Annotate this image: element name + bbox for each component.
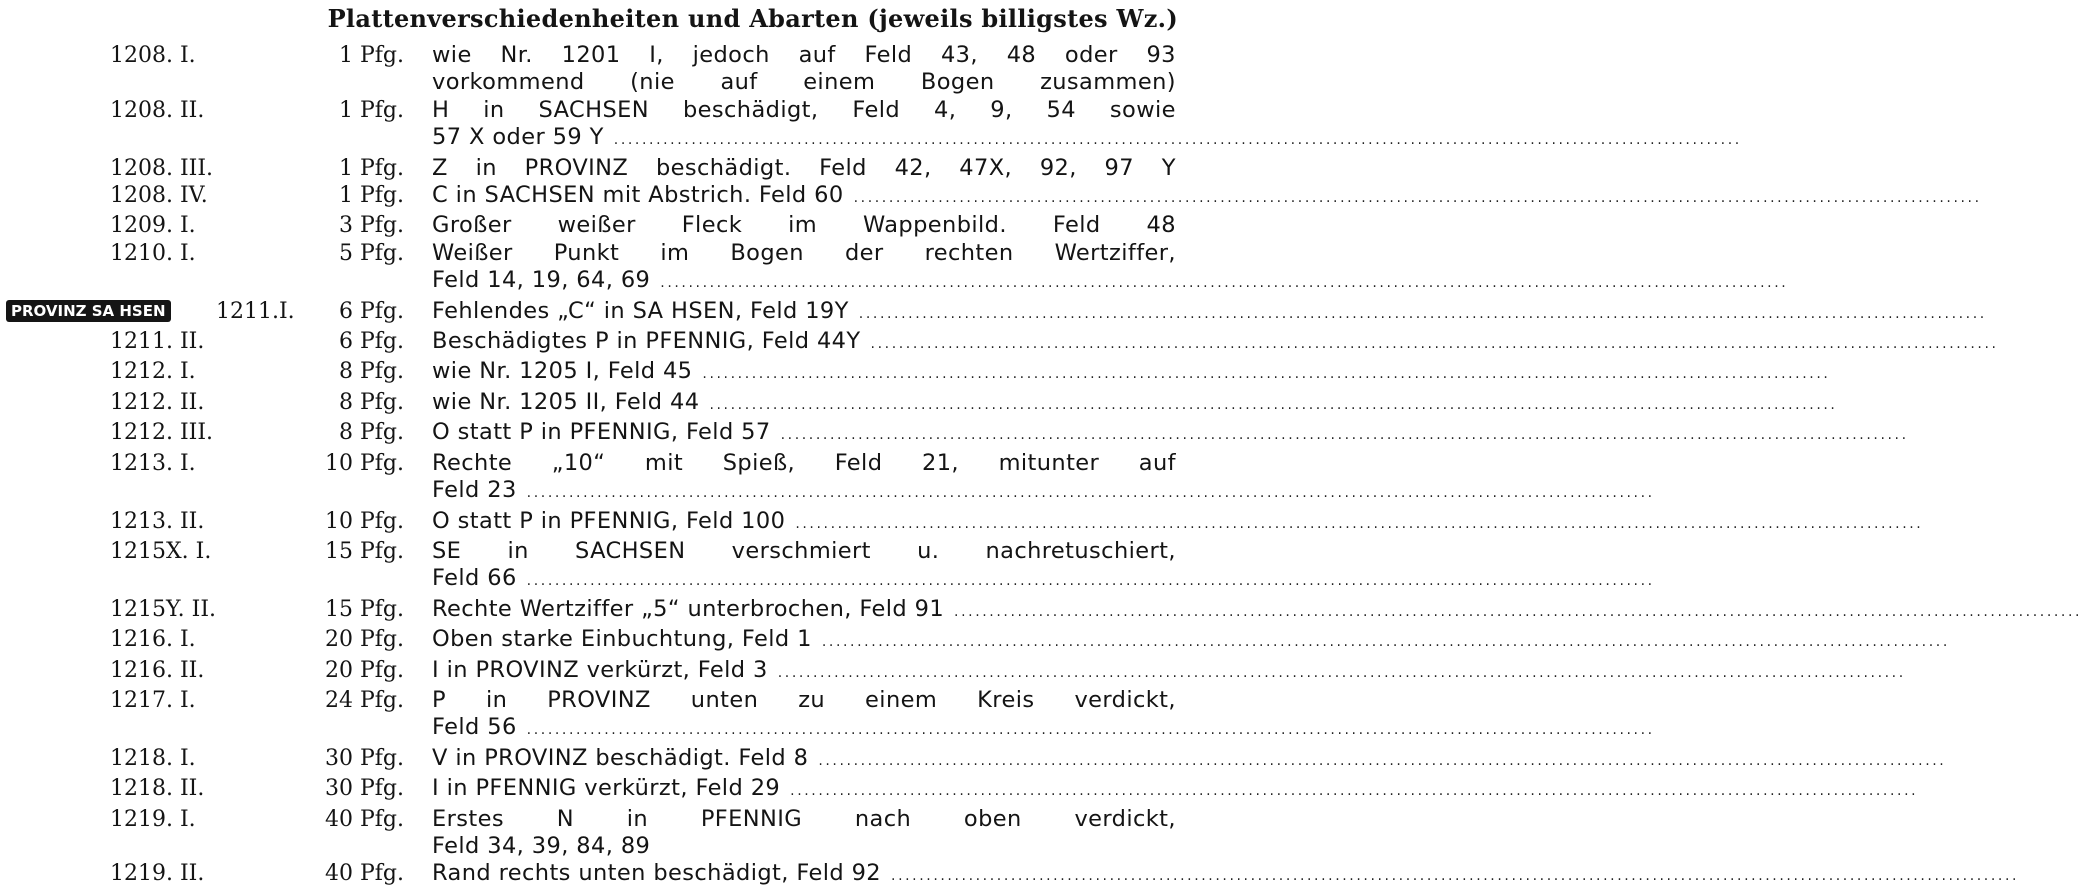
word: nach: [854, 805, 912, 832]
word: auf: [798, 42, 836, 68]
leader-dots: ................................................................................................................................................................: [821, 634, 1950, 651]
catalog-number: 1216. I.: [110, 627, 196, 653]
list-item: [0, 449, 1655, 508]
denomination: 20 Pfg.: [324, 657, 404, 683]
denomination: 10 Pfg.: [324, 450, 404, 476]
leader-dots: ................................................................................................................................................................: [858, 305, 1987, 322]
description-line: I in PFENNIG verkürzt, Feld 29: [432, 775, 781, 802]
word: weißer: [557, 212, 636, 239]
leader-dots: ................................................................................................................................................................: [777, 664, 1906, 681]
denomination: 6 Pfg.: [338, 298, 404, 324]
word: im: [660, 239, 690, 266]
word: der: [844, 239, 884, 266]
description-line: Rechte Wertziffer „5“ unterbrochen, Feld 91: [432, 595, 945, 622]
word: H: [432, 96, 450, 123]
description-line: O statt P in PFENNIG, Feld 57: [432, 419, 771, 446]
list-item: [0, 96, 1742, 155]
variety-list: [0, 42, 2082, 891]
leader-dots: ................................................................................................................................................................: [818, 752, 1947, 769]
word: P: [432, 686, 446, 713]
word: Weißer: [432, 239, 513, 266]
description-line: [432, 69, 1176, 96]
description-line: wie Nr. 1205 II, Feld 44: [432, 388, 700, 415]
word: Bogen: [920, 69, 995, 96]
list-item: [0, 182, 1982, 212]
denomination: 1 Pfg.: [338, 155, 404, 181]
denomination: 6 Pfg.: [338, 329, 404, 355]
word: beschädigt,: [682, 96, 819, 123]
word: Kreis: [977, 686, 1035, 713]
word: Feld: [864, 42, 913, 68]
description-line: V in PROVINZ beschädigt. Feld 8: [432, 744, 809, 771]
description: [432, 297, 1987, 328]
list-item: [0, 626, 1950, 656]
leader-dots: ................................................................................................................................................................: [954, 603, 2082, 620]
word: 9,: [990, 96, 1013, 123]
word: 4,: [934, 96, 957, 123]
leader-dots: ................................................................................................................................................................: [613, 132, 1742, 149]
denomination: 24 Pfg.: [324, 687, 404, 713]
list-item: [0, 595, 2082, 626]
list-item: [0, 775, 1919, 805]
list-item: [0, 686, 1655, 745]
word: Z: [432, 154, 448, 181]
word: verschmiert: [731, 537, 871, 564]
word: PFENNIG: [700, 805, 803, 832]
description: [432, 537, 1655, 596]
catalog-number: 1212. II.: [110, 389, 205, 415]
description: [432, 239, 1789, 298]
catalog-number: 1210. I.: [110, 240, 196, 266]
description: [432, 212, 1176, 239]
word: im: [788, 212, 818, 239]
word: SE: [432, 537, 462, 564]
denomination: 10 Pfg.: [324, 508, 404, 534]
word: 43,: [940, 42, 978, 68]
leader-dots: ................................................................................................................................................................: [526, 485, 1655, 502]
word: Nr.: [500, 42, 533, 68]
catalog-number: 1219. I.: [110, 806, 196, 832]
description-line: Beschädigtes P in PFENNIG, Feld 44Y: [432, 328, 861, 355]
denomination: 5 Pfg.: [338, 240, 404, 266]
word: „10“: [551, 449, 606, 476]
description: [432, 388, 1838, 419]
description-line: [432, 240, 1176, 267]
catalog-number: 1208. II.: [110, 97, 205, 123]
word: sowie: [1109, 96, 1176, 123]
catalog-number: 1213. I.: [110, 450, 196, 476]
description: [432, 449, 1655, 508]
list-item: [0, 744, 1947, 775]
description-line: 57 X oder 59 Y: [432, 124, 604, 151]
catalog-number: 1212. I.: [110, 359, 196, 385]
word: I,: [649, 42, 664, 68]
section-heading: Plattenverschiedenheiten und Abarten (jeweils billigstes Wz.): [327, 4, 1178, 33]
word: mit: [644, 449, 684, 476]
catalog-number: 1215Y. II.: [110, 596, 217, 622]
list-item: [0, 507, 1924, 538]
description: [432, 182, 1982, 212]
word: Feld: [819, 154, 867, 181]
description: [432, 775, 1919, 805]
leader-dots: ................................................................................................................................................................: [526, 573, 1655, 590]
leader-dots: ................................................................................................................................................................: [870, 336, 1999, 353]
word: 1201: [561, 42, 621, 68]
description-line: Rand rechts unten beschädigt, Feld 92: [432, 860, 882, 887]
word: Fleck: [681, 212, 743, 239]
description: [432, 686, 1655, 745]
word: oben: [963, 805, 1022, 832]
word: Feld: [1052, 212, 1101, 239]
denomination: 15 Pfg.: [324, 538, 404, 564]
leader-dots: ................................................................................................................................................................: [702, 366, 1831, 383]
catalog-number: 1216. II.: [110, 657, 205, 683]
word: zusammen): [1040, 69, 1176, 96]
leader-dots: ................................................................................................................................................................: [795, 515, 1924, 532]
catalog-number: 1211.I.: [216, 298, 295, 324]
denomination: 40 Pfg.: [324, 806, 404, 832]
description-line: O statt P in PFENNIG, Feld 100: [432, 507, 786, 534]
word: u.: [917, 537, 940, 564]
catalog-number: 1208. III.: [110, 155, 214, 181]
leader-dots: ................................................................................................................................................................: [526, 722, 1655, 739]
word: 97: [1104, 154, 1134, 181]
denomination: 30 Pfg.: [324, 776, 404, 802]
description-line: [432, 212, 1176, 239]
description-line: Feld 66: [432, 565, 517, 592]
description: [432, 806, 1176, 861]
description-line: [432, 806, 1176, 833]
word: SACHSEN: [538, 96, 650, 123]
description-line: Feld 56: [432, 714, 517, 741]
catalog-number: 1212. III.: [110, 420, 214, 446]
word: 47X,: [959, 154, 1013, 181]
word: SACHSEN: [575, 537, 686, 564]
catalog-number: 1208. IV.: [110, 183, 208, 209]
word: Bogen: [730, 239, 804, 266]
catalog-number: 1218. II.: [110, 776, 205, 802]
description: [432, 96, 1742, 155]
denomination: 30 Pfg.: [324, 745, 404, 771]
list-item: [0, 537, 1655, 596]
word: (nie: [630, 69, 675, 96]
word: jedoch: [692, 42, 770, 68]
leader-dots: ................................................................................................................................................................: [790, 783, 1919, 800]
list-item: [0, 212, 1232, 239]
description-line: [432, 687, 1176, 714]
denomination: 1 Pfg.: [338, 183, 404, 209]
denomination: 15 Pfg.: [324, 596, 404, 622]
description-line: Fehlendes „C“ in SA HSEN, Feld 19Y: [432, 297, 849, 324]
word: in: [483, 96, 505, 123]
word: Großer: [432, 212, 512, 239]
word: auf: [720, 69, 758, 96]
word: Wappenbild.: [863, 212, 1007, 239]
leader-dots: ................................................................................................................................................................: [853, 190, 1982, 207]
catalog-number: 1218. I.: [110, 745, 196, 771]
description-line: [432, 450, 1176, 477]
leader-dots: ................................................................................................................................................................: [891, 868, 2020, 885]
list-item: [0, 860, 2020, 890]
word: 92,: [1039, 154, 1077, 181]
description-line: I in PROVINZ verkürzt, Feld 3: [432, 656, 768, 683]
word: einem: [803, 69, 876, 96]
description-line: Oben starke Einbuchtung, Feld 1: [432, 626, 812, 653]
word: N: [556, 805, 574, 832]
denomination: 8 Pfg.: [338, 420, 404, 446]
word: Erstes: [432, 805, 504, 832]
word: in: [475, 154, 497, 181]
description-line: [432, 538, 1176, 565]
list-item: [0, 419, 1909, 449]
word: vorkommend: [432, 69, 585, 96]
catalog-number: 1209. I.: [110, 213, 196, 239]
denomination: 3 Pfg.: [338, 213, 404, 239]
description-line: [432, 42, 1176, 69]
word: 48: [1146, 212, 1176, 239]
word: Feld: [852, 96, 901, 123]
word: mitunter: [998, 449, 1100, 476]
description: [432, 744, 1947, 775]
list-item: [0, 239, 1789, 298]
description: [432, 860, 2020, 890]
denomination: 1 Pfg.: [338, 43, 404, 68]
list-item: [0, 358, 1831, 388]
word: wie: [432, 42, 472, 68]
description: [432, 358, 1831, 388]
list-item: [0, 806, 1232, 861]
list-item: [0, 388, 1838, 419]
word: PROVINZ: [547, 686, 651, 713]
leader-dots: ................................................................................................................................................................: [660, 275, 1789, 292]
description: [432, 507, 1924, 538]
catalog-number: 1217. I.: [110, 687, 196, 713]
description: [432, 626, 1950, 656]
denomination: 20 Pfg.: [324, 627, 404, 653]
denomination: 8 Pfg.: [338, 389, 404, 415]
word: in: [507, 537, 529, 564]
description: [432, 656, 1906, 687]
word: 48: [1006, 42, 1037, 68]
word: auf: [1138, 449, 1176, 476]
catalog-number: 1215X. I.: [110, 538, 212, 564]
word: 42,: [894, 154, 932, 181]
catalog-number: 1211. II.: [110, 329, 205, 355]
word: in: [626, 805, 649, 832]
word: Feld: [834, 449, 883, 476]
description: [432, 42, 1176, 97]
list-item: [0, 155, 1232, 182]
word: unten: [690, 686, 759, 713]
description-line: Feld 14, 19, 64, 69: [432, 267, 651, 294]
word: nachretuschiert,: [985, 537, 1176, 564]
description: [432, 328, 1999, 358]
description-line: wie Nr. 1205 I, Feld 45: [432, 358, 693, 385]
word: rechten: [924, 239, 1014, 266]
description-line: [432, 97, 1176, 124]
catalog-number: 1213. II.: [110, 508, 205, 534]
list-item: [0, 656, 1906, 687]
word: 54: [1046, 96, 1076, 123]
list-item: [0, 42, 1232, 97]
denomination: 1 Pfg.: [338, 97, 404, 123]
word: Punkt: [553, 239, 620, 266]
word: 93: [1146, 42, 1176, 68]
leader-dots: ................................................................................................................................................................: [780, 427, 1909, 444]
description-line: Feld 23: [432, 477, 517, 504]
description: [432, 155, 1176, 182]
description: [432, 595, 2082, 626]
stamp-image-label: PROVINZ SA HSEN: [6, 300, 171, 322]
leader-dots: ................................................................................................................................................................: [709, 396, 1838, 413]
description: [432, 419, 1909, 449]
list-item: [0, 297, 1987, 328]
word: oder: [1064, 42, 1118, 68]
word: beschädigt.: [655, 154, 792, 181]
word: einem: [865, 686, 938, 713]
denomination: 8 Pfg.: [338, 359, 404, 385]
word: zu: [798, 686, 826, 713]
word: verdickt,: [1074, 805, 1176, 832]
description-line: [432, 155, 1176, 182]
catalog-number: 1208. I.: [110, 43, 196, 68]
word: verdickt,: [1074, 686, 1176, 713]
list-item: [0, 328, 1999, 358]
word: Rechte: [432, 449, 513, 476]
catalog-number: 1219. II.: [110, 861, 205, 887]
word: PROVINZ: [524, 154, 629, 181]
word: 21,: [921, 449, 959, 476]
denomination: 40 Pfg.: [324, 861, 404, 887]
word: Y: [1161, 154, 1176, 181]
word: in: [485, 686, 508, 713]
description-line: Feld 34, 39, 84, 89: [432, 832, 651, 859]
word: Spieß,: [722, 449, 796, 476]
description-line: C in SACHSEN mit Abstrich. Feld 60: [432, 182, 844, 209]
word: Wertziffer,: [1054, 239, 1176, 266]
